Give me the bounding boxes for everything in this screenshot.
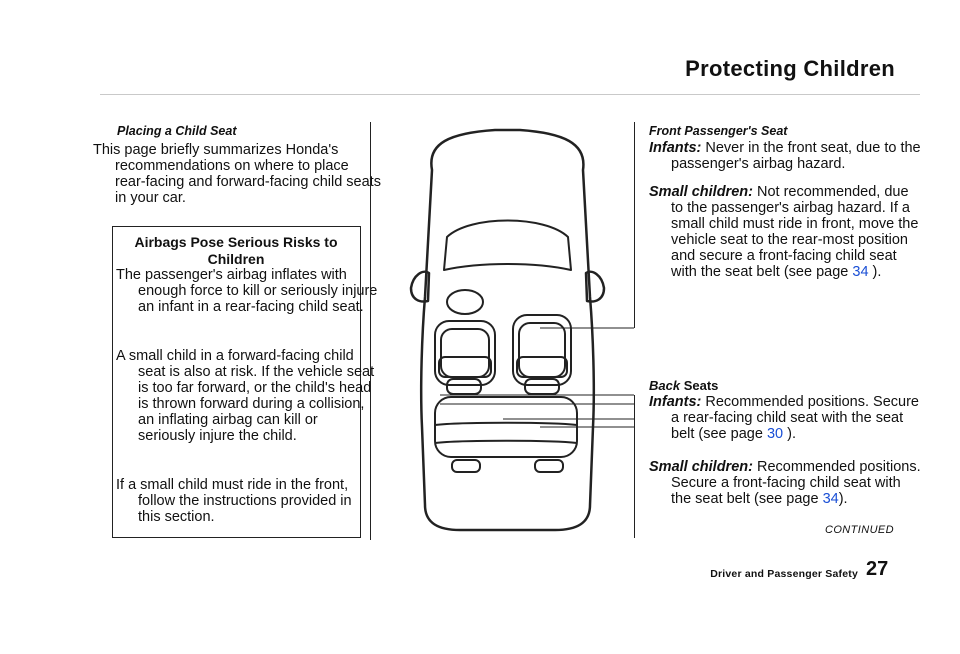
back-infants-label: Infants: <box>649 394 702 410</box>
section-heading-placing: Placing a Child Seat <box>117 124 237 138</box>
front-infants-text: Never in the front seat, due to the passenger's airbag hazard. <box>671 140 921 172</box>
front-small-label: Small children: <box>649 184 753 200</box>
back-infants-page-link[interactable]: 30 <box>766 426 784 442</box>
back-small-page-link[interactable]: 34 <box>822 491 839 507</box>
back-infants-text: Recommended positions. Secure a rear-facing child seat with the seat belt (see page <box>671 394 919 442</box>
continued-label: CONTINUED <box>825 524 894 536</box>
intro-paragraph: This page briefly summarizes Honda's recommendations on where to place rear-facing and forward-facing child seats in your car. <box>93 142 381 206</box>
front-infants-paragraph <box>649 140 921 172</box>
page-title: Protecting Children <box>685 56 895 81</box>
back-small-end: ). <box>838 491 848 507</box>
warning-paragraph-1: The passenger's airbag inflates with enough force to kill or seriously injure an infant in a rear-facing child seat. <box>116 267 378 315</box>
back-small-children-paragraph <box>649 459 921 507</box>
section-heading-front: Front Passenger's Seat <box>649 124 788 138</box>
warning-paragraph-2: A small child in a forward-facing child seat is also at risk. If the vehicle seat is too far forward, or the child's head is thrown forward during a collision, an inflating airbag can kill or seriously injure the child. <box>116 348 375 444</box>
front-small-end: ). <box>872 264 882 280</box>
warning-title: Airbags Pose Serious Risks to Children <box>134 234 338 267</box>
column-divider-left <box>370 122 371 540</box>
section-heading-back <box>649 378 899 393</box>
back-heading-italic: Back <box>649 378 681 393</box>
warning-paragraph-3: If a small child must ride in the front, follow the instructions provided in this section. <box>116 477 352 525</box>
back-small-text: Recommended positions. Secure a front-facing child seat with the seat belt (see page <box>671 459 921 507</box>
back-infants-end: ). <box>787 426 796 442</box>
front-small-children-paragraph <box>649 184 921 280</box>
front-small-text: Not recommended, due to the passenger's airbag hazard. If a small child must ride in front, move the vehicle seat to the rear-most position and secure a front-facing child seat with the seat belt (see page <box>671 184 919 280</box>
back-infants-paragraph <box>649 394 921 442</box>
front-small-page-link[interactable]: 34 <box>852 264 869 280</box>
front-infants-label: Infants: <box>649 140 702 156</box>
footer-section-title: Driver and Passenger Safety <box>710 568 858 580</box>
back-heading-rest: Seats <box>683 378 719 393</box>
header-rule <box>100 94 920 95</box>
back-small-label: Small children: <box>649 459 753 475</box>
page-number: 27 <box>866 558 889 580</box>
car-seating-diagram <box>395 125 640 537</box>
